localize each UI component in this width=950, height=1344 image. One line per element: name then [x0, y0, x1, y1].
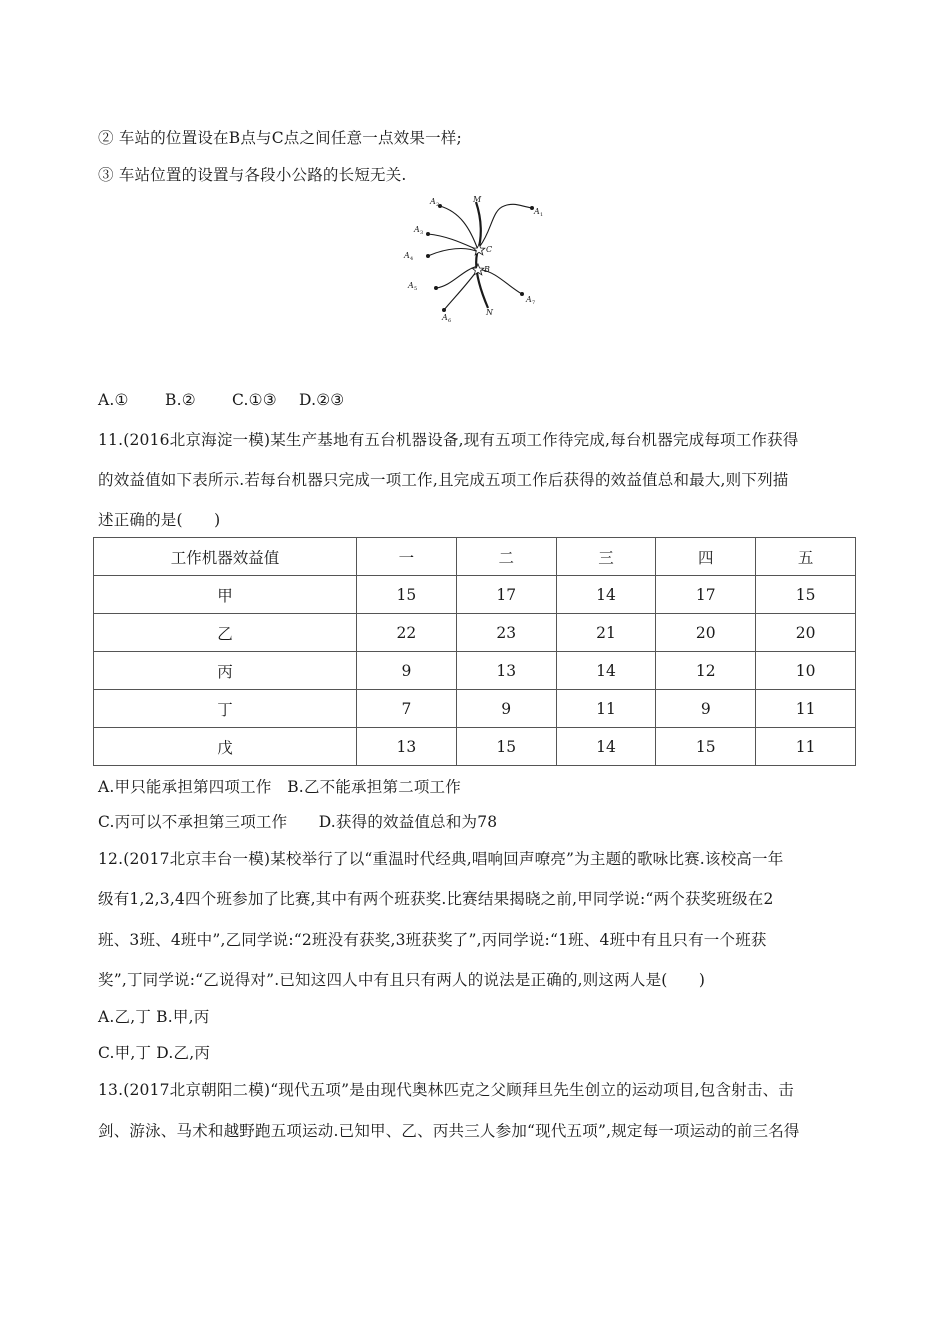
label-a4-sub: 4: [410, 256, 414, 262]
table-row: [94, 576, 856, 614]
label-a1-sub: 1: [540, 212, 544, 218]
q12-stem-line-4: 奖”,丁同学说:“乙说得对”.已知这四人中有且只有两人的说法是正确的,则这两人是( ): [98, 971, 706, 989]
table-cell: 20: [756, 614, 856, 652]
road-network-diagram: [400, 190, 550, 330]
table-cell: 11: [756, 728, 856, 766]
table-cell: 7: [357, 690, 457, 728]
table-cell: 12: [656, 652, 756, 690]
label-a6: A: [442, 313, 448, 322]
label-a7-sub: 7: [532, 300, 536, 306]
table-cell: 17: [656, 576, 756, 614]
label-a6-sub: 6: [448, 318, 452, 324]
table-cell: 20: [656, 614, 756, 652]
table-cell: 14: [556, 728, 656, 766]
table-row: [94, 614, 856, 652]
label-a2-sub: 2: [436, 202, 440, 208]
label-a5: A: [408, 281, 414, 290]
q11-options-line-1: A.甲只能承担第四项工作 B.乙不能承担第二项工作: [98, 778, 461, 796]
label-b: B: [484, 265, 490, 274]
table-cell: 丙: [94, 652, 357, 690]
table-cell: 乙: [94, 614, 357, 652]
statement-2: ② 车站的位置设在B点与C点之间任意一点效果一样;: [98, 129, 462, 147]
label-a3-sub: 3: [420, 230, 424, 236]
table-cell: 10: [756, 652, 856, 690]
table-cell: 9: [456, 690, 556, 728]
table-cell: 甲: [94, 576, 357, 614]
label-a3: A: [414, 225, 420, 234]
table-header-row: [94, 538, 856, 576]
table-row: [94, 652, 856, 690]
table-cell: 23: [456, 614, 556, 652]
table-row: [94, 690, 856, 728]
table-cell: 22: [357, 614, 457, 652]
table-cell: 14: [556, 576, 656, 614]
table-cell: 17: [456, 576, 556, 614]
label-m: M: [473, 195, 482, 204]
q13-stem-line-2: 剑、游泳、马术和越野跑五项运动.已知甲、乙、丙共三人参加“现代五项”,规定每一项运动的前三名得: [98, 1122, 800, 1140]
table-header-cell: 一: [357, 538, 457, 576]
table-cell: 9: [357, 652, 457, 690]
label-a5-sub: 5: [414, 286, 418, 292]
q12-options-line-2: C.甲,丁 D.乙,丙: [98, 1044, 211, 1062]
table-cell: 丁: [94, 690, 357, 728]
table-cell: 9: [656, 690, 756, 728]
q10-options: [98, 391, 344, 409]
table-cell: 11: [756, 690, 856, 728]
q11-options-line-2: C.丙可以不承担第三项工作 D.获得的效益值总和为78: [98, 813, 498, 831]
q10-option-b: B.②: [165, 391, 196, 409]
q12-stem-line-3: 班、3班、4班中”,乙同学说:“2班没有获奖,3班获奖了”,丙同学说:“1班、4班中有且只有一个班获: [98, 931, 767, 949]
q12-stem-line-1: 12.(2017北京丰台一模)某校举行了以“重温时代经典,唱响回声嘹亮”为主题的歌咏比赛.该校高一年: [98, 850, 784, 868]
label-n: N: [486, 308, 493, 317]
table-cell: 15: [456, 728, 556, 766]
q10-option-d: D.②③: [299, 391, 345, 409]
table-header-cell: 工作机器效益值: [94, 538, 357, 576]
table-header-cell: 五: [756, 538, 856, 576]
table-cell: 11: [556, 690, 656, 728]
q11-stem-line-3: 述正确的是( ): [98, 511, 221, 529]
label-c: C: [486, 245, 493, 254]
q13-stem-line-1: 13.(2017北京朝阳二模)“现代五项”是由现代奥林匹克之父顾拜旦先生创立的运动项目,包含射击、击: [98, 1081, 794, 1099]
table-cell: 15: [357, 576, 457, 614]
table-cell: 14: [556, 652, 656, 690]
table-row: [94, 728, 856, 766]
q12-options-line-1: A.乙,丁 B.甲,丙: [98, 1008, 210, 1026]
table-cell: 13: [357, 728, 457, 766]
label-a4: A: [404, 251, 410, 260]
station-c-star: [473, 244, 485, 255]
table-cell: 戊: [94, 728, 357, 766]
q10-option-c: C.①③: [232, 391, 277, 409]
label-a1: A: [534, 207, 540, 216]
table-cell: 15: [756, 576, 856, 614]
q11-stem-line-1: 11.(2016北京海淀一模)某生产基地有五台机器设备,现有五项工作待完成,每台机器完成每项工作获得: [98, 431, 799, 449]
table-header-cell: 四: [656, 538, 756, 576]
table-header-cell: 二: [456, 538, 556, 576]
label-a2: A: [430, 197, 436, 206]
table-cell: 21: [556, 614, 656, 652]
table-header-cell: 三: [556, 538, 656, 576]
statement-3: ③ 车站位置的设置与各段小公路的长短无关.: [98, 166, 407, 184]
q11-stem-line-2: 的效益值如下表所示.若每台机器只完成一项工作,且完成五项工作后获得的效益值总和最大,则下列描: [98, 471, 789, 489]
q10-option-a: A.①: [98, 391, 129, 409]
q12-stem-line-2: 级有1,2,3,4四个班参加了比赛,其中有两个班获奖.比赛结果揭晓之前,甲同学说:“两个获奖班级在2: [98, 890, 774, 908]
table-cell: 13: [456, 652, 556, 690]
table-cell: 15: [656, 728, 756, 766]
benefit-table: [93, 537, 856, 766]
label-a7: A: [526, 295, 532, 304]
